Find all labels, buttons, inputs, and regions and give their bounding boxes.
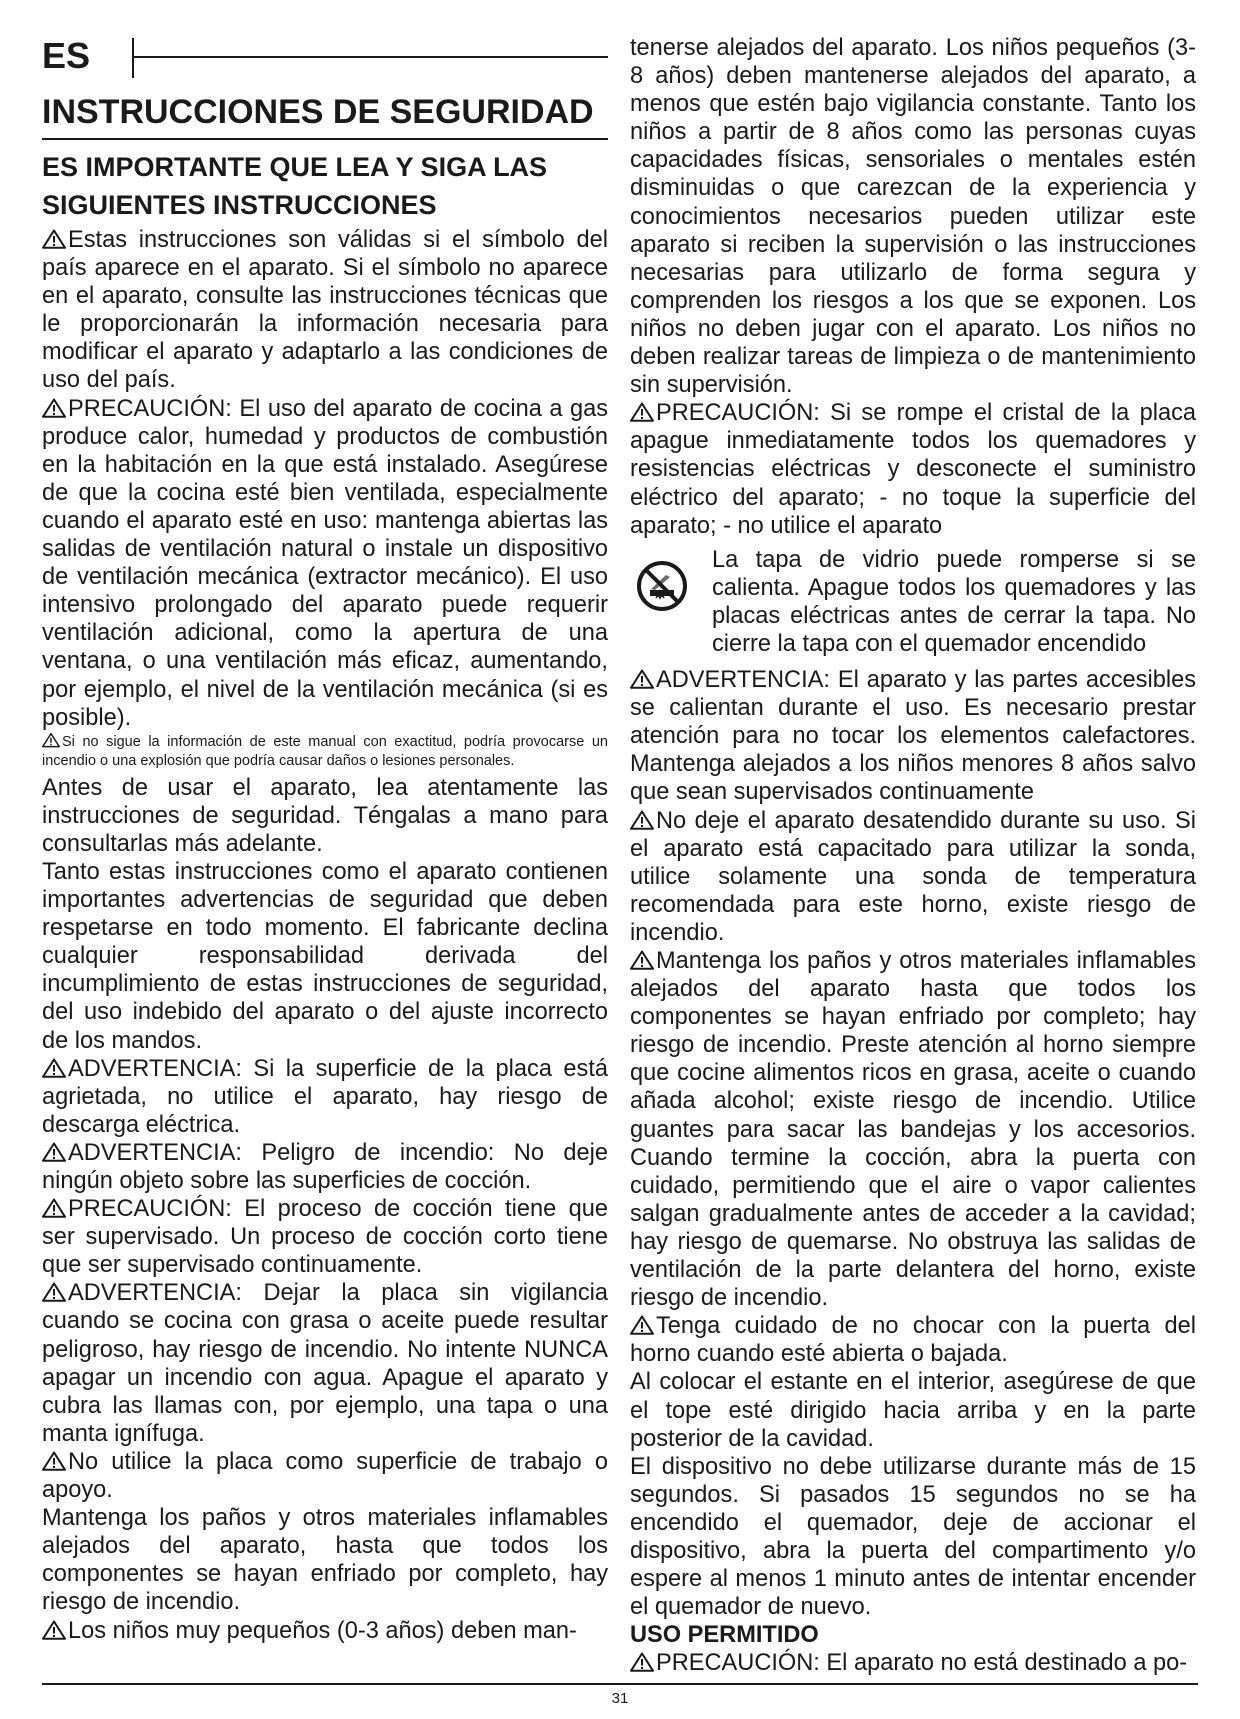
paragraph-children-start: Los niños muy pequeños (0-3 años) deben man- <box>42 1617 608 1645</box>
glass-lid-notice <box>630 546 1196 658</box>
no-closing-lid-icon <box>636 560 688 612</box>
footer-rule <box>42 1683 1198 1685</box>
warning-icon <box>630 669 654 689</box>
warning-icon <box>42 398 66 418</box>
paragraph-supervised-cooking: PRECAUCIÓN: El proceso de cocción tiene que ser supervisado. Un proceso de cocción corto tiene que ser supervisado continuamente. <box>42 1196 608 1279</box>
paragraph-children-continued: tenerse alejados del aparato. Los niños pequeños (3-8 años) deben mantenerse alejados del aparato, a menos que estén bajo vigilancia constante. Tanto los niños a partir de 8 años como las personas cuyas capacidades físicas, sensoriales o mentales estén disminuidas o que carezcan de la experiencia y conocimientos necesarios pueden utilizar este aparato si reciben la supervisión o las instrucciones necesarias para utilizarlo de forma segura y comprenden los riesgos a los que se exponen. Los niños no deben jugar con el aparato. Los niños no deben realizar tareas de limpieza o de mantenimiento sin supervisión. <box>630 35 1196 399</box>
left-column <box>42 34 608 1645</box>
paragraph-read-instructions: Antes de usar el aparato, lea atentamente las instrucciones de seguridad. Téngalas a mano para consultarlas más adelante. <box>42 774 608 857</box>
warning-icon <box>42 732 60 748</box>
paragraph-manufacturer: Tanto estas instrucciones como el aparato contienen importantes advertencias de seguridad que deben respetarse en todo momento. El fabricante declina cualquier responsabilidad derivada del incumplimiento de estas instrucciones de seguridad, del uso indebido del aparato o del ajuste incorrecto de los mandos. <box>42 858 608 1054</box>
title-divider <box>42 138 608 140</box>
header-tick <box>132 38 134 78</box>
warning-icon <box>630 810 654 830</box>
warning-icon <box>42 1198 66 1218</box>
paragraph-manual-warning: Si no sigue la información de este manual con exactitud, podría provocarse un incendio o una explosión que podría causar daños o lesiones personales. <box>42 733 608 770</box>
warning-icon <box>42 229 66 249</box>
right-column <box>630 34 1196 1677</box>
section-heading-permitted-use: USO PERMITIDO <box>630 1622 819 1649</box>
warning-icon <box>630 1315 654 1335</box>
paragraph-oven-fire-risk: Mantenga los paños y otros materiales inflamables alejados del aparato hasta que todos los componentes se hayan enfriado por completo; hay riesgo de incendio. Preste atención al horno siempre que cocine alimentos ricos en grasa, aceite o cuando añada alcohol; existe riesgo de incendio. Utilice guantes para sacar las bandejas y los accesorios. Cuando termine la cocción, abra la puerta con cuidado, permitiendo que el aire o vapor calientes salgan gradualmente antes de acceder a la cavidad; hay riesgo de quemarse. No obstruya las salidas de ventilación de la parte delantera del horno, existe riesgo de incendio. <box>630 948 1196 1312</box>
language-code: ES <box>42 35 91 76</box>
paragraph-ignition-device: El dispositivo no debe utilizarse durante más de 15 segundos. Si pasados 15 segundos no se ha encendido el quemador, deje de accionar el dispositivo, abra la puerta del compartimento y/o espere al menos 1 minuto antes de intentar encender el quemador de nuevo. <box>630 1453 1196 1621</box>
warning-icon <box>630 402 654 422</box>
paragraph-symbol-validity: Estas instrucciones son válidas si el símbolo del país aparece en el aparato. Si el símbolo no aparece en el aparato, consulte las instrucciones técnicas que le proporcionarán la información necesaria para modificar el aparato y adaptarlo a las condiciones de uso del país. <box>42 227 608 394</box>
warning-icon <box>42 1058 66 1078</box>
page-subtitle: ES IMPORTANTE QUE LEA Y SIGA LAS SIGUIENTES INSTRUCCIONES <box>42 152 548 220</box>
header-rule <box>132 56 608 58</box>
paragraph-oil-fire: ADVERTENCIA: Dejar la placa sin vigilancia cuando se cocina con grasa o aceite puede resultar peligroso, hay riesgo de incendio. No intente NUNCA apagar un incendio con agua. Apague el aparato y cubra las llamas con, por ejemplo, una tapa o una manta ignífuga. <box>42 1280 608 1447</box>
paragraph-cracked-surface: ADVERTENCIA: Si la superficie de la placa está agrietada, no utilice el aparato, hay riesgo de descarga eléctrica. <box>42 1055 608 1138</box>
warning-icon <box>42 1142 66 1162</box>
paragraph-broken-glass: PRECAUCIÓN: Si se rompe el cristal de la placa apague inmediatamente todos los quemadores y resistencias eléctricas y desconecte el suministro eléctrico del aparato; - no toque la superficie del aparato; - no utilice el aparato <box>630 400 1196 539</box>
warning-icon <box>42 1451 66 1471</box>
paragraph-gas-ventilation: PRECAUCIÓN: El uso del aparato de cocina a gas produce calor, humedad y productos de combustión en la habitación en la que está instalado. Asegúrese de que la cocina esté bien ventilada, especialmente cuando el aparato esté en uso: mantenga abiertas las salidas de ventilación natural o instale un dispositivo de ventilación mecánica (extractor mecánico). El uso intensivo prolongado del aparato puede requerir ventilación adicional, como la apertura de una ventana, o una ventilación más eficaz, aumentando, por ejemplo, el nivel de la ventilación mecánica (si es posible). <box>42 395 608 731</box>
paragraph-permitted-use: PRECAUCIÓN: El aparato no está destinado a po- <box>630 1649 1196 1677</box>
paragraph-flammable-materials: Mantenga los paños y otros materiales inflamables alejados del aparato, hasta que todos los componentes se hayan enfriado por completo, hay riesgo de incendio. <box>42 1505 608 1616</box>
glass-lid-text: La tapa de vidrio puede romperse si se calienta. Apague todos los quemadores y las placas eléctricas antes de cerrar la tapa. No cierre la tapa con el quemador encendido <box>712 546 1196 657</box>
paragraph-unattended-probe: No deje el aparato desatendido durante su uso. Si el aparato está capacitado para utilizar la sonda, utilice solamente una sonda de temperatura recomendada para este horno, existe riesgo de incendio. <box>630 807 1196 946</box>
warning-icon <box>42 1282 66 1302</box>
paragraph-work-surface: No utilice la placa como superficie de trabajo o apoyo. <box>42 1448 608 1504</box>
paragraph-oven-door: Tenga cuidado de no chocar con la puerta del horno cuando esté abierta o bajada. <box>630 1313 1196 1368</box>
warning-icon <box>42 1620 66 1640</box>
page-title: INSTRUCCIONES DE SEGURIDAD <box>42 93 594 131</box>
warning-icon <box>630 950 654 970</box>
paragraph-fire-objects: ADVERTENCIA: Peligro de incendio: No deje ningún objeto sobre las superficies de cocción. <box>42 1139 608 1194</box>
language-header <box>42 34 608 80</box>
paragraph-accessible-parts: ADVERTENCIA: El aparato y las partes accesibles se calientan durante el uso. Es necesario prestar atención para no tocar los elementos calefactores. Mantenga alejados a los niños menores 8 años salvo que sean supervisados continuamente <box>630 667 1196 806</box>
warning-icon <box>630 1652 654 1672</box>
page-number: 31 <box>611 1690 629 1707</box>
paragraph-shelf: Al colocar el estante en el interior, asegúrese de que el tope esté dirigido hacia arriba y en la parte posterior de la cavidad. <box>630 1369 1196 1452</box>
